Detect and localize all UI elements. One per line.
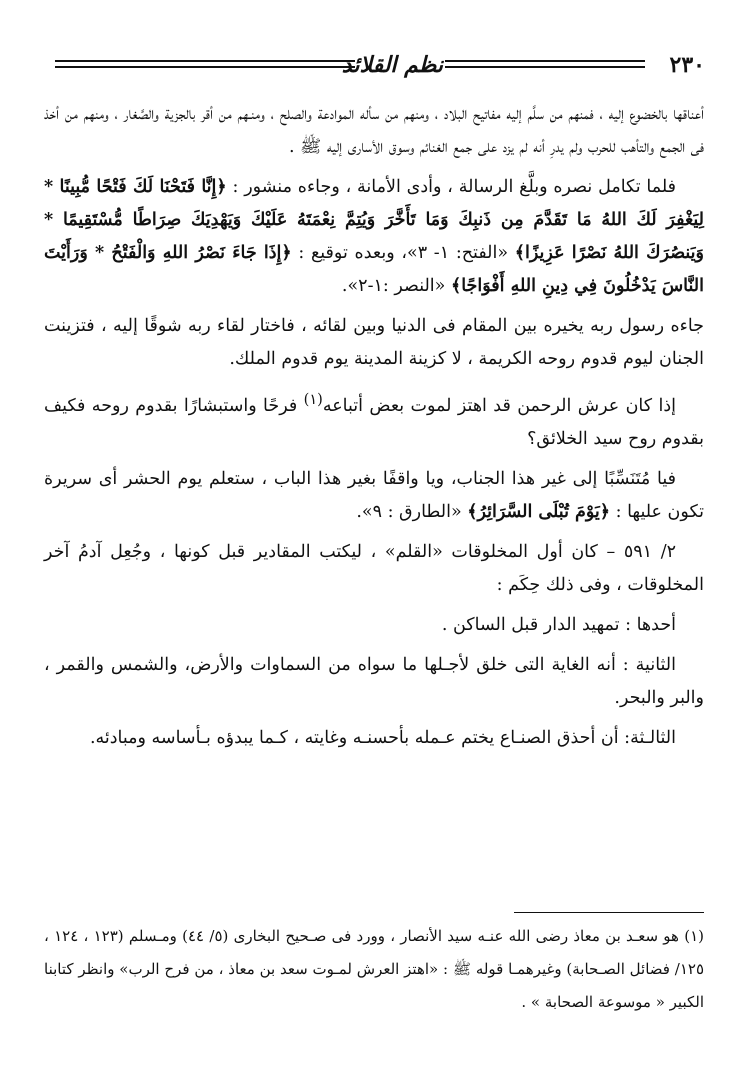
header-rule-right-lower [445, 66, 645, 68]
paragraph-text: فلما تكامل نصره وبلَّغ الرسالة ، وأدى الأمانة ، وجاءه منشور : [226, 177, 676, 197]
page-number: ٢٣٠ [669, 52, 705, 78]
paragraph [44, 98, 704, 164]
paragraph [44, 171, 704, 303]
paragraph-text: ٢/ ٥٩١ – كان أول المخلوقات «القلم» ، ليكتب المقادير قبل كونها ، وجُعِل آدمُ آخر المخلوقات ، وفى ذلك حِكَم : [44, 541, 704, 595]
footnote-separator [514, 912, 704, 913]
footnote-marker: (١) [303, 391, 323, 408]
footnote [44, 920, 704, 1019]
paragraph-text: «الطارق : ٩». [356, 501, 468, 522]
paragraph-text: الثالـثة: أن أحذق الصنـاع يختم عـمله بأحسنـه وغايته ، كـما يبدؤه بـأساسه ومبادئه. [89, 727, 676, 748]
quran-verse: ﴿يَوْمَ تُبْلَى السَّرَائِرُ﴾ [467, 501, 611, 522]
paragraph-text: فرحًا واستبشارًا بقدوم روحه فكيف بقدوم روح سيد الخلائق؟ [44, 395, 704, 449]
quran-verse: ﴿إِنَّا فَتَحْنَا لَكَ فَتْحًا مُّبِينًا * لِيَغْفِرَ لَكَ اللهُ مَا تَقَدَّمَ مِن ذَنبِكَ وَمَا تَأَخَّرَ وَيُتِمَّ نِعْمَتَهُ عَلَيْكَ وَيَهْدِيَكَ صِرَاطًا مُّسْتَقِيمًا * وَيَنصُرَكَ اللهُ نَصْرًا عَزِيزًا﴾ [44, 177, 705, 263]
paragraph-text: الثانية : أنه الغاية التى خلق لأجـلها ما سواه من السماوات والأرض، والشمس والقمر ، والبر والبحر. [44, 654, 704, 708]
header-rule-right [445, 60, 645, 62]
quran-verse: ﴿إِذَا جَاءَ نَصْرُ اللهِ وَالْفَتْحُ * وَرَأَيْتَ النَّاسَ يَدْخُلُونَ فِي دِينِ اللهِ أَفْوَاجًا﴾ [44, 243, 704, 296]
paragraph-text: «الفتح: ١- ٣»، وبعده توقيع : [291, 243, 515, 263]
paragraph-text: «النصر :١-٢». [341, 276, 451, 296]
paragraph [44, 310, 704, 376]
paragraph-text: أحدها : تمهيد الدار قبل الساكن . [441, 614, 676, 635]
header-rule-left [55, 60, 355, 62]
running-title: نظم القلائد [341, 52, 443, 78]
paragraph-text: فيا مُتَنَسِّبًا إلى غير هذا الجناب، ويا واقفًا بغير هذا الباب ، ستعلم يوم الحشر أى سريرة تكون عليها : [44, 468, 704, 522]
paragraph [44, 609, 704, 642]
paragraph-text: أعناقها بالخضوع إليه ، فمنهم من سلَّم إليه مفاتيح البلاد ، ومنهم من سأله الموادعة والصلح ، ومنـهم من أقر بالجزية والصَّغار ، ومنهم من أخذ فى الجمع والتأهب للحرب ولم يدرِ أنه لم يزد على جمع الغنائم وسوق الأسارى إليه ﷺ . [44, 104, 704, 157]
paragraph [44, 722, 704, 755]
footnote-text: (١) هو سعـد بن معاذ رضى الله عنـه سيد الأنصار ، وورد فى صـحيح البخارى (٥/ ٤٤) ومـسلم (١٢٣ ، ١٢٤ ، ١٢٥/ فضائل الصـحابة) وغيرهمـا قوله ﷺ : «اهتز العرش لمـوت سعد بن معاذ ، من فرح الرب» وانظر كتابنا الكبير « موسوعة الصحابة » . [44, 927, 704, 1011]
paragraph-text: جاءه رسول ربه يخيره بين المقام فى الدنيا وبين لقائه ، فاختار لقاء ربه شوقًا إليه ، فتزينت الجنان ليوم قدوم روحه الكريمة ، لا كزينة المدينة يوم قدوم الملك. [44, 316, 704, 369]
paragraph [44, 649, 704, 715]
paragraph [44, 463, 704, 529]
main-text [44, 98, 704, 762]
paragraph-text: إذا كان عرش الرحمن قد اهتز لموت بعض أتباعه [322, 395, 676, 416]
header-rule-left-lower [55, 66, 355, 68]
page-header [55, 52, 705, 82]
paragraph [44, 383, 704, 456]
paragraph [44, 536, 704, 602]
